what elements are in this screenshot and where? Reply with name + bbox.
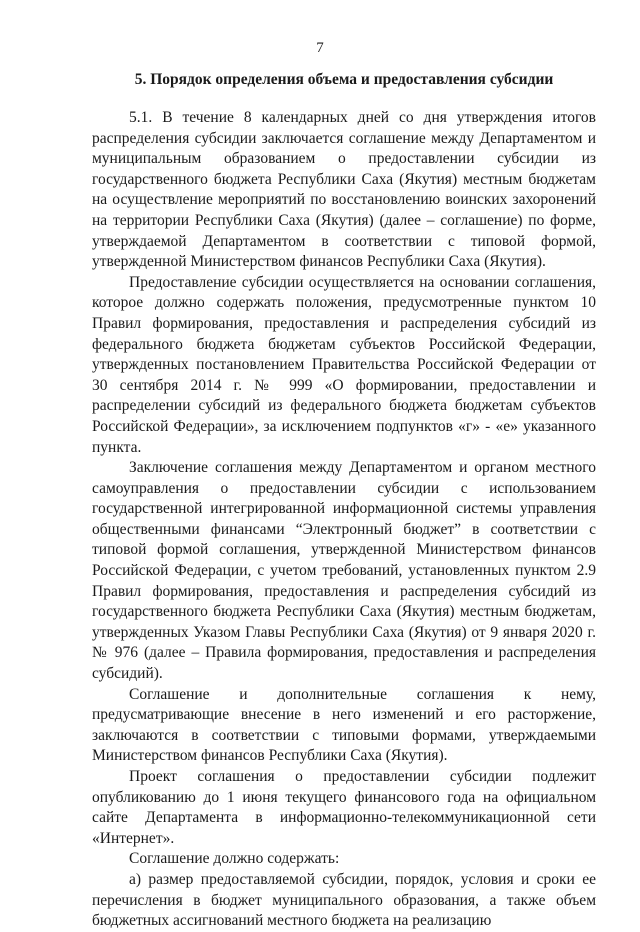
- paragraph-item-a: а) размер предоставляемой субсидии, порядок, условия и сроки ее перечисления в бюджет муниципального образования, а также объем бюджетных ассигнований местного бюджета на реализацию: [92, 870, 596, 930]
- paragraph-5-1: 5.1. В течение 8 календарных дней со дня утверждения итогов распределения субсидии заключается соглашение между Департаментом и муниципальным образованием о предоставлении субсидии из государственного бюджета Республики Саха (Якутия) местным бюджетам на осуществление мероприятий по восстановлению воинских захоронений на территории Республики Саха (Якутия) (далее – соглашение) по форме, утверждаемой Департаментом в соответствии с типовой формой, утвержденной Министерством финансов Республики Саха (Якутия).: [92, 109, 596, 271]
- document-body: [92, 108, 596, 932]
- paragraph-subsidy-basis: Предоставление субсидии осуществляется на основании соглашения, которое должно содержать положения, предусмотренные пунктом 10 Правил формирования, предоставления и распределения субсидий из федерального бюджета бюджетам субъектов Российской Федерации, утвержденных постановлением Правительства Российской Федерации от 30 сентября 2014 г. № 999 «О формировании, предоставлении и распределении субсидий из федерального бюджета бюджетам субъектов Российской Федерации», за исключением подпунктов «г» - «е» указанного пункта.: [92, 273, 596, 456]
- page-number: 7: [316, 40, 324, 56]
- paragraph-draft-publication: Проект соглашения о предоставлении субсидии подлежит опубликованию до 1 июня текущего финансового года на официальном сайте Департамента в информационно-телекоммуникационной сети «Интернет».: [92, 768, 596, 847]
- paragraph-agreement-conclusion: Заключение соглашения между Департаментом и органом местного самоуправления о предоставлении субсидии с использованием государственной интегрированной информационной системы управления общественными финансами “Электронный бюджет” в соответствии с типовой формой соглашения, утвержденной Министерством финансов Российской Федерации, с учетом требований, установленных пунктом 2.9 Правил формирования, предоставления и распределения субсидий из государственного бюджета Республики Саха (Якутия) местным бюджетам, утвержденных Указом Главы Республики Саха (Якутия) от 9 января 2020 г. № 976 (далее – Правила формирования, предоставления и распределения субсидий).: [92, 459, 596, 683]
- paragraph-agreement-contents: Соглашение должно содержать:: [129, 850, 340, 868]
- paragraph-additional-agreements: Соглашение и дополнительные соглашения к нему, предусматривающие внесение в него изменений и его расторжение, заключаются в соответствии с типовыми формами, утверждаемыми Министерством финансов Республики Саха (Якутия).: [92, 685, 596, 765]
- section-title: 5. Порядок определения объема и предоставления субсидии: [134, 71, 554, 88]
